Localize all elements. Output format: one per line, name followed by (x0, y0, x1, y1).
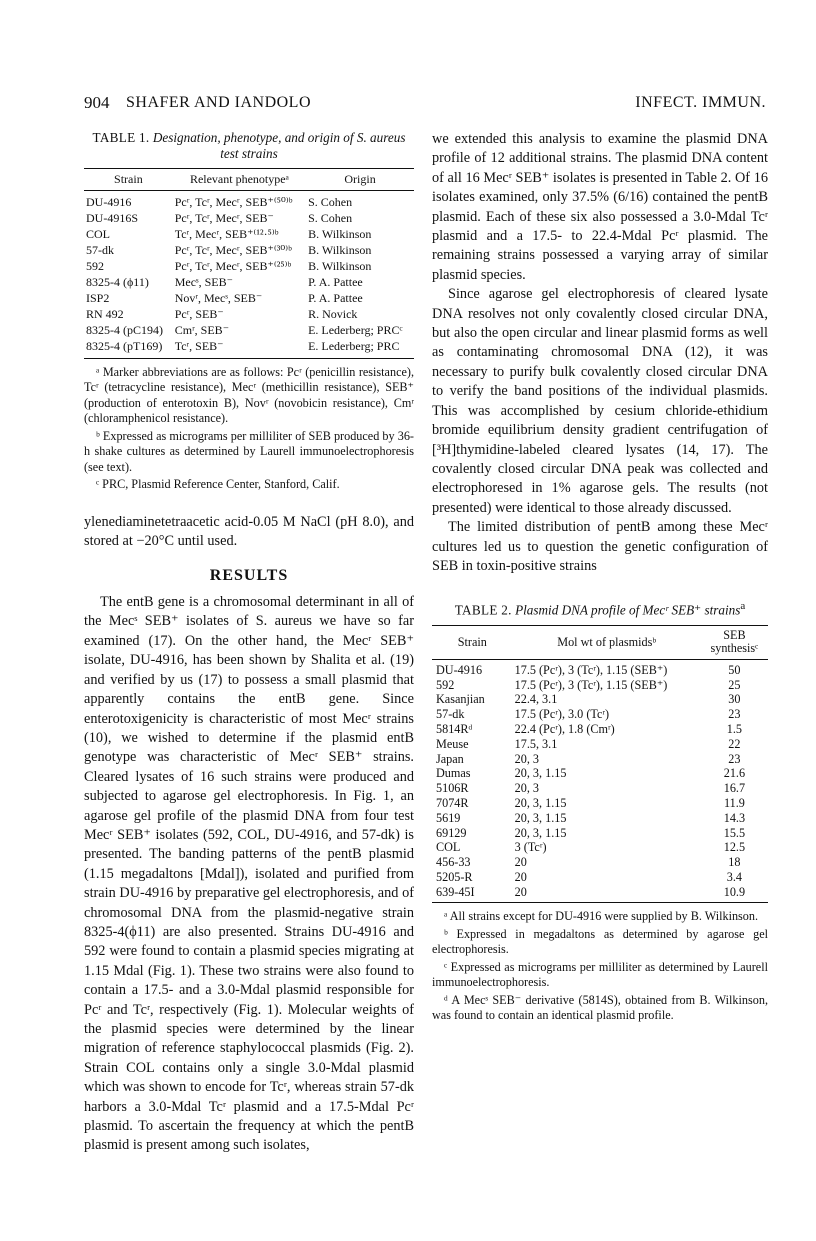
table-row (432, 708, 768, 723)
section-heading-results: RESULTS (209, 566, 289, 584)
table-cell: S. Cohen (308, 194, 353, 209)
table2-footnote: ᵇ Expressed in megadaltons as determined by agarose gel electrophoresis. (432, 926, 768, 957)
table-cell: Dumas (436, 766, 471, 781)
table2-column-header: Strain (432, 625, 513, 659)
page-number: 904 (84, 93, 110, 112)
table1-caption (90, 130, 408, 162)
table-row (84, 274, 414, 290)
table1-column-header: Strain (84, 169, 173, 191)
table-row (432, 885, 768, 903)
table2-label: TABLE 2. (454, 602, 512, 618)
table-cell: 16.7 (723, 781, 746, 796)
table-row (84, 306, 414, 322)
table-cell: 592 (436, 677, 455, 692)
table2-footnote: ᵃ All strains except for DU-4916 were supplied by B. Wilkinson. (444, 909, 759, 924)
table-cell: 25 (728, 677, 741, 692)
table-row (84, 190, 414, 210)
table2-caption (438, 598, 762, 618)
table-row (432, 855, 768, 870)
table-cell: DU-4916S (86, 210, 139, 225)
table-row (432, 870, 768, 885)
table-row (84, 226, 414, 242)
table-row (432, 841, 768, 856)
table-row (432, 826, 768, 841)
table2-footnotes (432, 909, 768, 1024)
table-cell: 22.4 (Pcʳ), 1.8 (Cmʳ) (514, 722, 615, 737)
table-cell: ISP2 (86, 291, 110, 306)
left-column (84, 130, 414, 1156)
table1-footnote: ᵃ Marker abbreviations are as follows: Pcʳ (penicillin resistance), Tcʳ (tetracycline resistance), Mecʳ (methicillin resistance), SEB⁺ (production of enterotoxin B), Novʳ (novobicin resistance), Cmʳ (chloramphenicol resistance). (84, 364, 414, 426)
continuation-paragraph: ylenediaminetetraacetic acid-0.05 M NaCl (pH 8.0), and stored at −20°C until used. (84, 513, 414, 550)
table-cell: 592 (86, 258, 104, 273)
table-cell: 20 (514, 855, 527, 870)
table2-column-header: SEB synthesisᶜ (701, 625, 768, 659)
table-cell: 5619 (436, 810, 461, 825)
table-cell: 8325-4 (ϕ11) (86, 274, 149, 289)
table-row (84, 290, 414, 306)
table-cell: 20, 3, 1.15 (514, 766, 567, 781)
table-cell: Meuse (436, 736, 469, 751)
results-paragraph-2: we extended this analysis to examine the plasmid DNA profile of 12 additional strains. The plasmid DNA content of all 16 Mecʳ SEB⁺ isolates is presented in Table 2. Of 16 isolates examined, only 37.5% (6/16) contained the pentB plasmid. Each of these six also possessed a 3.0-Mdal Tcʳ plasmid and a 17.5- to 22.4-Mdal Pcʳ plasmid. The remaining strains possessed a varying array of similar plasmid species. (432, 131, 768, 283)
table-cell: Pcʳ, Tcʳ, Mecʳ, SEB⁺⁽³⁰⁾ᵇ (174, 242, 292, 257)
running-header (84, 93, 766, 117)
table-cell: 11.9 (723, 795, 745, 810)
table-cell: Cmʳ, SEB⁻ (174, 323, 230, 338)
table1-column-header: Relevant phenotypeᵃ (173, 169, 306, 191)
table-cell: 20, 3, 1.15 (514, 825, 567, 840)
table-cell: 20, 3, 1.15 (514, 795, 567, 810)
table2-body (432, 659, 768, 902)
table-row (432, 659, 768, 678)
table-cell: Pcʳ, SEB⁻ (174, 307, 224, 322)
table-cell: S. Cohen (308, 210, 353, 225)
table-cell: 69129 (436, 825, 467, 840)
table-cell: 20 (513, 885, 701, 903)
table-cell: DU-4916 (86, 194, 132, 209)
table-cell: 20, 3 (514, 751, 539, 766)
table-cell: 20, 3, 1.15 (514, 810, 567, 825)
table-row (432, 811, 768, 826)
table-row (432, 737, 768, 752)
table-cell: E. Lederberg; PRCᶜ (308, 323, 403, 338)
table-cell: B. Wilkinson (308, 242, 372, 257)
table-cell: Tcʳ, Mecʳ, SEB⁺⁽¹²·⁵⁾ᵇ (174, 226, 279, 241)
table-cell: 8325-4 (pC194) (86, 323, 163, 338)
table-cell: 3 (Tcʳ) (514, 840, 547, 855)
table1-footnote: ᵇ Expressed as micrograms per milliliter of SEB produced by 36-h shake cultures as determined by Laurell immunoelectrophoresis (see text). (84, 428, 414, 474)
table-cell: R. Novick (308, 307, 358, 322)
table-row (432, 693, 768, 708)
table-row (432, 782, 768, 797)
table-cell: Pcʳ, Tcʳ, Mecʳ, SEB⁺⁽²⁵⁾ᵇ (174, 258, 292, 273)
table-cell: Mecˢ, SEB⁻ (174, 274, 233, 289)
table-cell: 57-dk (436, 707, 465, 722)
table-cell: 22.4, 3.1 (514, 692, 558, 707)
table-cell: B. Wilkinson (308, 226, 372, 241)
table-cell: 12.5 (723, 840, 746, 855)
table-cell: Kasanjian (436, 692, 485, 707)
table-cell: 23 (728, 751, 741, 766)
table-row (84, 242, 414, 258)
table1-footnote: ᶜ PRC, Plasmid Reference Center, Stanford, Calif. (96, 477, 340, 492)
table-row (432, 796, 768, 811)
table1-body (84, 190, 414, 358)
table-cell: 30 (728, 692, 741, 707)
table-cell: Tcʳ, SEB⁻ (173, 339, 306, 359)
table-cell: Japan (436, 751, 464, 766)
table-row (432, 678, 768, 693)
table-cell: 22 (728, 736, 741, 751)
table-cell: B. Wilkinson (308, 258, 372, 273)
table1-column-header: Origin (306, 169, 414, 191)
table-cell: 21.6 (723, 766, 746, 781)
results-paragraph-3: Since agarose gel electrophoresis of cleared lysate DNA resolves not only covalently closed circular DNA, but also the open circular and linear plasmid forms as well as contaminating chromosomal DNA (12), it was necessary to purify bulk covalently closed circular DNA to verify the band positions of the individual plasmids. This was accomplished by cesium chloride-ethidium bromide equilibrium density gradient centrifugation of [³H]thymidine-labeled cleared lysates (14, 17). The covalently closed circular DNA peak was collected and electrophoresed in 1% agarose gels. The results (not presented) were identical to those already discussed. (432, 286, 768, 516)
table-cell: 5814Rᵈ (436, 722, 473, 737)
table-cell: Pcʳ, Tcʳ, Mecʳ, SEB⁺⁽⁵⁰⁾ᵇ (174, 194, 293, 209)
table1 (84, 168, 414, 359)
table-cell: 18 (728, 855, 741, 870)
results-paragraph-1: The entB gene is a chromosomal determinant in all of the Mecˢ SEB⁺ isolates of S. aureus we have so far examined (17). On the other hand, the Mecʳ SEB⁺ isolate, DU-4916, has been shown by Shalita et al. (19) and verified by us (17) to possess a small plasmid that apparently contains the entB gene. Since enterotoxigenicity is characteristic of most Mecʳ strains (10), we wished to determine if the plasmid entB genotype was characteristic of Mecʳ SEB⁺ strains. Cleared lysates of 16 such strains were produced and subjected to agarose gel electrophoresis. In Fig. 1, an agarose gel profile of the plasmid DNA from four test Mecʳ SEB⁺ isolates (592, COL, DU-4916, and 57-dk) is presented. The banding patterns of the pentB plasmid (1.15 megadaltons [Mdal]), isolated and purified from strain DU-4916 by preparative gel electrophoresis, and of chromosomal DNA from the plasmid-negative strain 8325-4(ϕ11) are also presented. Strains DU-4916 and 592 were found to contain a plasmid species migrating at 1.15 Mdal (Fig. 1). These two strains were also found to contain a 17.5- and a 3.0-Mdal plasmid responsible for Pcʳ and Tcʳ, respectively (Fig. 1). Molecular weights of the plasmid species were determined by the linear migration of reference staphylococcal plasmids (Fig. 2). Strain COL contains only a single 3.0-Mdal plasmid which was shown to encode for Tcʳ, whereas strain 57-dk harbors a 3.0-Mdal Tcʳ plasmid and a 17.5-Mdal Pcʳ plasmid. To ascertain the frequency at which the pentB plasmid is present among such isolates, (84, 594, 414, 1154)
table-cell: 20, 3 (514, 781, 539, 796)
table-cell: DU-4916 (436, 662, 483, 677)
table-row (84, 210, 414, 226)
table-cell: 17.5 (Pcʳ), 3 (Tcʳ), 1.15 (SEB⁺) (514, 677, 668, 692)
table-cell: 17.5 (Pcʳ), 3 (Tcʳ), 1.15 (SEB⁺) (514, 662, 668, 677)
table-cell: 23 (728, 707, 741, 722)
table-cell: 5106R (436, 781, 469, 796)
table-row (84, 339, 414, 359)
table-cell: Novʳ, Mecˢ, SEB⁻ (174, 291, 263, 306)
table-cell: 10.9 (701, 885, 768, 903)
table2-title-sup: a (740, 600, 746, 613)
table-row (432, 767, 768, 782)
table2-header-row (432, 625, 768, 659)
table1-title: Designation, phenotype, and origin of S. aureus test strains (152, 130, 406, 161)
table-cell: 5205-R (436, 869, 473, 884)
right-column (432, 130, 768, 1026)
table-cell: 17.5 (Pcʳ), 3.0 (Tcʳ) (514, 707, 610, 722)
table-cell: COL (86, 226, 110, 241)
table-cell: 14.3 (723, 810, 746, 825)
journal-name: INFECT. IMMUN. (635, 94, 766, 111)
table-cell: 57-dk (86, 242, 114, 257)
table1-label: TABLE 1. (92, 130, 150, 145)
table-cell: COL (436, 840, 461, 855)
table-cell: 3.4 (726, 869, 743, 884)
running-authors: SHAFER AND IANDOLO (126, 94, 312, 111)
table-cell: 639-45I (432, 885, 513, 903)
table-cell: P. A. Pattee (308, 291, 363, 306)
table-cell: 8325-4 (pT169) (84, 339, 173, 359)
table-row (432, 722, 768, 737)
table-cell: 15.5 (723, 825, 746, 840)
results-paragraph-4: The limited distribution of pentB among these Mecʳ cultures led us to question the genetic configuration of SEB in toxin-positive strains (432, 519, 768, 574)
table-row (84, 258, 414, 274)
table2-footnote: ᵈ A Mecˢ SEB⁻ derivative (5814S), obtained from B. Wilkinson, was found to contain an identical plasmid profile. (432, 992, 768, 1023)
table-cell: 7074R (436, 795, 469, 810)
table-cell: 50 (728, 662, 741, 677)
table2-column-header: Mol wt of plasmidsᵇ (513, 625, 701, 659)
table-cell: RN 492 (86, 307, 124, 322)
table-cell: 20 (514, 869, 527, 884)
table-cell: E. Lederberg; PRC (306, 339, 414, 359)
table-cell: 456-33 (436, 855, 471, 870)
table2-footnote: ᶜ Expressed as micrograms per milliliter as determined by Laurell immunoelectrophoresis. (432, 959, 768, 990)
table-row (432, 752, 768, 767)
table-cell: 1.5 (726, 722, 743, 737)
table1-footnotes (84, 365, 414, 493)
table1-header-row (84, 169, 414, 191)
table-row (84, 322, 414, 338)
table-cell: Pcʳ, Tcʳ, Mecʳ, SEB⁻ (174, 210, 274, 225)
table-cell: 17.5, 3.1 (514, 736, 558, 751)
table2-title: Plasmid DNA profile of Mecʳ SEB⁺ strains (515, 602, 741, 618)
table2 (432, 625, 768, 904)
table-cell: P. A. Pattee (308, 274, 363, 289)
